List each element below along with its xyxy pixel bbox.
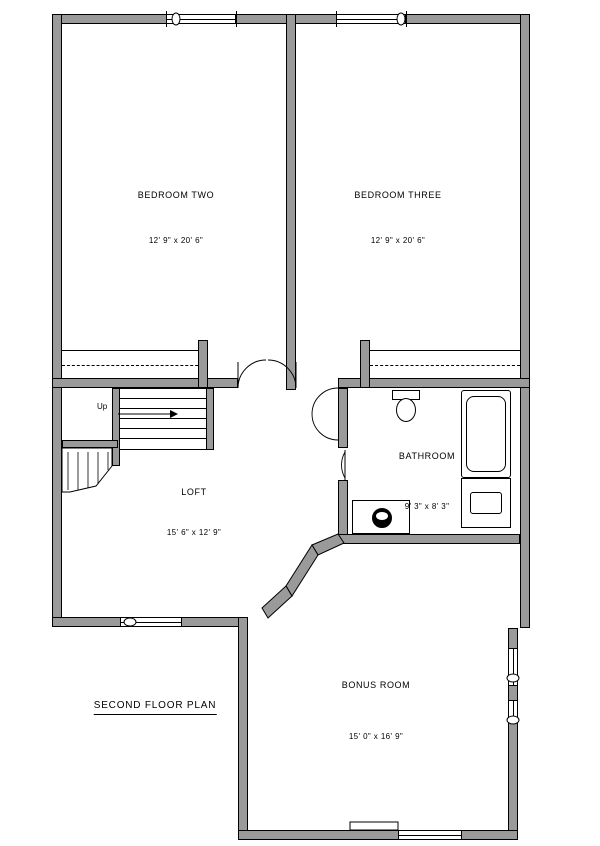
sink-basin	[470, 492, 502, 514]
jamb-tick-2	[236, 11, 237, 27]
wall-bedroom-two-bottom	[52, 378, 238, 388]
closet-three-shelf-line	[370, 350, 520, 351]
window-right-bonus-1-line	[513, 648, 514, 686]
bathtub-inner	[466, 396, 506, 472]
window-bonus-bottom-line	[398, 835, 462, 836]
stair-tread-5	[118, 438, 214, 439]
closet-two-rod-line	[62, 365, 208, 367]
plan-title: SECOND FLOOR PLAN	[94, 700, 217, 715]
room-label-bedroom-three: BEDROOM THREE	[354, 190, 442, 200]
jamb-tick-3	[336, 11, 337, 27]
wall-exterior-right-upper	[520, 14, 530, 628]
toilet-bowl	[396, 398, 416, 422]
room-label-bathroom: BATHROOM	[398, 451, 456, 461]
room-dims-bathroom: 9' 3" x 8' 3"	[404, 502, 450, 511]
room-label-loft: LOFT	[181, 487, 207, 497]
room-dims-loft: 15' 6" x 12' 9"	[166, 528, 222, 537]
wall-exterior-left	[52, 14, 62, 627]
linen-sink-inner	[376, 512, 388, 520]
stair-tread-2	[118, 408, 214, 409]
closet-two-shelf-line	[62, 350, 208, 351]
closet-three-rod-line	[370, 365, 520, 367]
stair-direction-label: Up	[97, 402, 108, 411]
closet-bedroom-two	[62, 340, 208, 378]
wall-between-bedrooms	[286, 14, 296, 390]
closet-three-end-wall	[360, 340, 370, 388]
room-label-bedroom-two: BEDROOM TWO	[137, 190, 215, 200]
stair-tread-3	[118, 418, 214, 419]
window-top-1-line	[166, 19, 236, 20]
stair-tread-1	[118, 398, 214, 399]
stair-tread-4	[118, 428, 214, 429]
wall-bonus-bottom	[238, 830, 518, 840]
wall-bathroom-left-upper	[338, 388, 348, 448]
room-dims-bedroom-two: 12' 9" x 20' 6"	[148, 236, 204, 245]
wall-bonus-left	[238, 617, 248, 840]
closet-two-end-wall	[198, 340, 208, 388]
window-loft-bottom-line	[120, 622, 182, 623]
window-top-2-line	[336, 19, 406, 20]
jamb-tick-1	[166, 11, 167, 27]
room-label-bonus-room: BONUS ROOM	[341, 680, 411, 690]
room-dims-bonus-room: 15' 0" x 16' 9"	[348, 732, 404, 741]
jamb-tick-4	[406, 11, 407, 27]
stair-right-rail	[206, 388, 214, 450]
stair-lower-landing-wall	[62, 440, 118, 448]
room-dims-bedroom-three: 12' 9" x 20' 6"	[370, 236, 426, 245]
stair-left-wall	[112, 388, 120, 466]
window-right-bonus-2-line	[513, 700, 514, 722]
wall-bathroom-bottom	[338, 534, 520, 544]
